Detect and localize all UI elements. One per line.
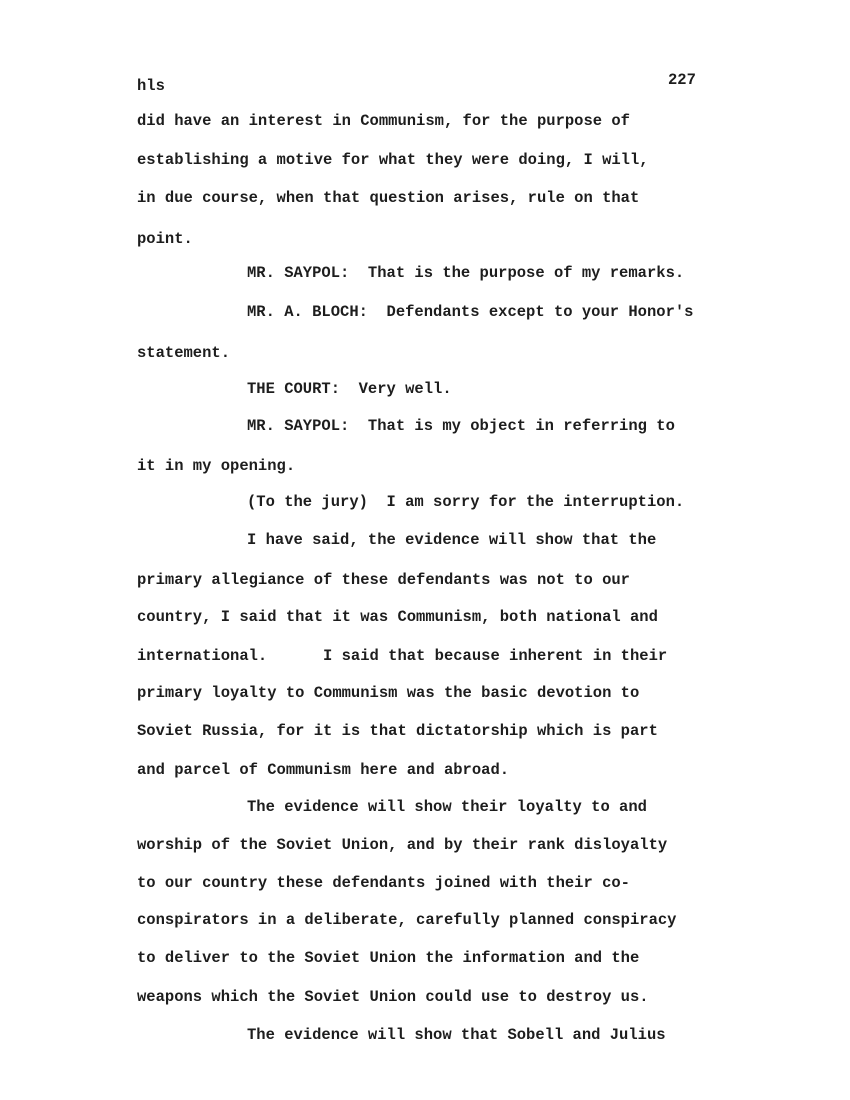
transcript-line: Soviet Russia, for it is that dictatorship which is part — [137, 722, 658, 740]
transcript-line: establishing a motive for what they were doing, I will, — [137, 151, 649, 169]
transcript-line: did have an interest in Communism, for the purpose of — [137, 112, 630, 130]
transcript-line: statement. — [137, 344, 231, 362]
transcript-line: MR. SAYPOL: That is the purpose of my remarks. — [247, 264, 685, 282]
transcript-line: conspirators in a deliberate, carefully planned conspiracy — [137, 911, 677, 929]
transcript-line: MR. A. BLOCH: Defendants except to your Honor's — [247, 303, 694, 321]
transcript-line: primary allegiance of these defendants was not to our — [137, 571, 630, 589]
transcript-line: MR. SAYPOL: That is my object in referring to — [247, 417, 675, 435]
transcript-line: to deliver to the Soviet Union the information and the — [137, 949, 640, 967]
transcript-line: (To the jury) I am sorry for the interruption. — [247, 493, 685, 511]
transcript-line: The evidence will show that Sobell and Julius — [247, 1026, 666, 1044]
transcript-line: it in my opening. — [137, 457, 296, 475]
transcript-line: The evidence will show their loyalty to and — [247, 798, 647, 816]
transcript-line: THE COURT: Very well. — [247, 380, 452, 398]
transcript-line: international. I said that because inherent in their — [137, 647, 668, 665]
transcript-line: weapons which the Soviet Union could use to destroy us. — [137, 988, 649, 1006]
transcript-line: to our country these defendants joined with their co- — [137, 874, 630, 892]
transcript-line: country, I said that it was Communism, both national and — [137, 608, 658, 626]
transcript-line: worship of the Soviet Union, and by their rank disloyalty — [137, 836, 668, 854]
transcript-line: in due course, when that question arises, rule on that — [137, 189, 640, 207]
transcript-line: I have said, the evidence will show that the — [247, 531, 657, 549]
page-number: 227 — [668, 71, 696, 89]
transcript-line: point. — [137, 230, 193, 248]
reporter-initials: hls — [137, 77, 165, 95]
transcript-line: and parcel of Communism here and abroad. — [137, 761, 510, 779]
transcript-line: primary loyalty to Communism was the basic devotion to — [137, 684, 640, 702]
